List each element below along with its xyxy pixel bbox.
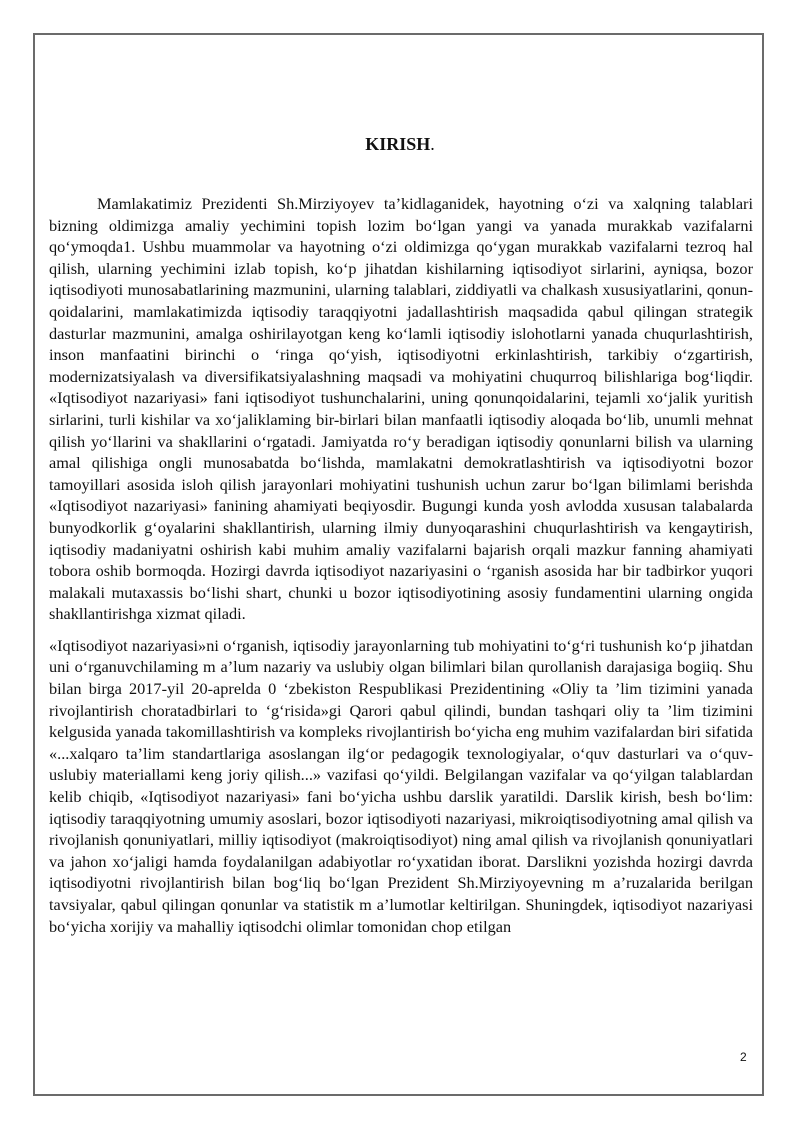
- page-title: [0, 132, 800, 156]
- paragraph-1: Mamlakatimiz Prezidenti Sh.Mirziyoyev ta’kidlaganidek, hayotning o‘zi va xalqning talablari bizning oldimizga amaliy yechimini topish lozim bo‘lgan yangi va yanada murakkab vazifalarni qo‘ymoqda1. Ushbu muammolar va hayotning o‘zi oldimizga qo‘ygan murakkab vazifalarni tezroq hal qilish, ularning yechimini izlab topish, ko‘p jihatdan kishilarning iqtisodiyot sirlarini, ayniqsa, bozor iqtisodiyoti munosabatlarining mazmunini, ularning talablari, ziddiyatli va chalkash xususiyatlarini, qonun-qoidalarini, mamlakatimizda iqtisodiy taraqqiyotni jadallashtirish maqsadida qabul qilingan strategik dasturlar mazmunini, amalga oshirilayotgan keng ko‘lamli iqtisodiy islohotlarni yanada chuqurlashtirish, inson manfaatini birinchi o ‘ringa qo‘yish, iqtisodiyotni erkinlashtirish, tarkibiy o‘zgartirish, modernizatsiyalash va diversifikatsiyalashning maqsadi va mohiyatini chuqurroq bilishlariga bog‘liqdir. «Iqtisodiyot nazariyasi» fani iqtisodiyot tushunchalarini, uning qonunqoidalarini, tejamli xo‘jalik yuritish sirlarini, turli kishilar va xo‘jaliklaming bir-birlari bilan manfaatli iqtisodiy aloqada bo‘lib, unumli mehnat qilish yo‘llarini va shakllarini o‘rgatadi. Jamiyatda ro‘y beradigan iqtisodiy qonunlarni bilish va ularning amal qilishiga ongli munosabatda bo‘lishda, mamlakatni demokratlashtirish va iqtisodiyotni bozor tamoyillari asosida isloh qilish jarayonlari mohiyatini tushunish uchun zarur bo‘lgan bilimlami berishda «Iqtisodiyot nazariyasi» fanining ahamiyati beqiyosdir. Bugungi kunda yosh avlodda xususan talabalarda bunyodkorlik g‘oyalarini shakllantirish, ularning ilmiy dunyoqarashini chuqurlashtirish va kengaytirish, iqtisodiy madaniyatni oshirish kabi muhim amaliy vazifalarni bajarish orqali mazkur fanning ahamiyati tobora oshib bormoqda. Hozirgi davrda iqtisodiyot nazariyasini o ‘rganish asosida har bir tadbirkor yuqori malakali mutaxassis bo‘lishi shart, chunki u bozor iqtisodiyotining asosiy fundamentini ularning ongida shakllantirishga xizmat qiladi.: [49, 194, 753, 624]
- paragraph-2: «Iqtisodiyot nazariyasi»ni o‘rganish, iqtisodiy jarayonlarning tub mohiyatini to‘g‘ri tushunish ko‘p jihatdan uni o‘rganuvchilaming m a’lum nazariy va uslubiy olgan bilimlari bilan qurollanish darajasiga bogiiq. Shu bilan birga 2017-yil 20-aprelda 0 ‘zbekiston Respublikasi Prezidentining «Oliy ta ’lim tizimini yanada rivojlantirish choratadbirlari to ‘g‘risida»gi Qarori qabul qilindi, bundan tashqari oliy ta ’lim tizimini kelgusida yanada takomillashtirish va kompleks rivojlantirish bo‘yicha eng muhim vazifalardan biri sifatida «...xalqaro ta’lim standartlariga asoslangan ilg‘or pedagogik texnologiyalar, o‘quv dasturlari va o‘quv-uslubiy materiallami keng joriy qilish...» vazifasi qo‘yildi. Belgilangan vazifalar va qo‘yilgan talablardan kelib chiqib, «Iqtisodiyot nazariyasi» fani bo‘yicha ushbu darslik yaratildi. Darslik kirish, besh bo‘lim: iqtisodiy taraqqiyotning umumiy asoslari, bozor iqtisodiyoti nazariyasi, mikroiqtisodiyotning amal qilish va rivojlanish qonuniyatlari, milliy iqtisodiyot (makroiqtisodiyot) ning amal qilish va rivojlanish qonuniyatlari va jahon xo‘jaligi hamda foydalanilgan adabiyotlar ro‘yxatidan iborat. Darslikni yozishda hozirgi davrda iqtisodiyotni rivojlantirish bilan bog‘liq bo‘lgan Prezident Sh.Mirziyoyevning m a’ruzalarida berilgan tavsiyalar, qabul qilingan qonunlar va statistik m a’lumotlar keltirilgan. Shuningdek, iqtisodiyot nazariyasi bo‘yicha xorijiy va mahalliy iqtisodchi olimlar tomonidan chop etilgan: [49, 635, 753, 936]
- title-suffix: .: [430, 134, 435, 154]
- body-text: [49, 193, 753, 937]
- title-text: KIRISH: [365, 134, 431, 154]
- page-number: 2: [740, 1050, 747, 1064]
